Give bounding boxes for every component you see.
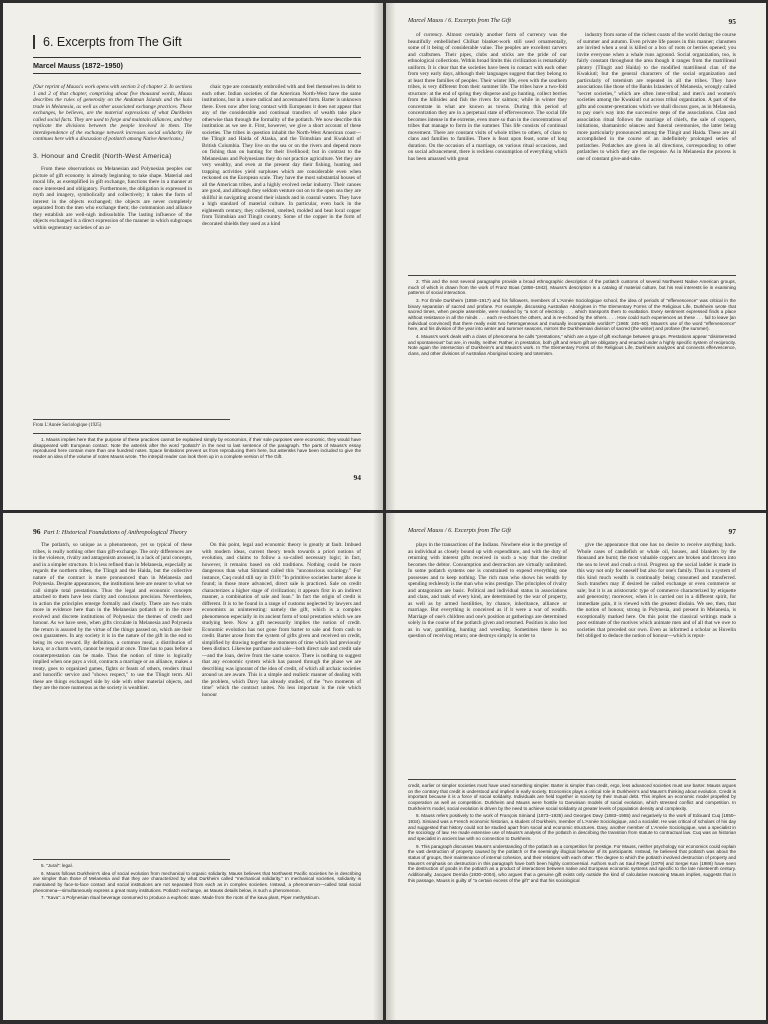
body-text: give the appearance that one has no desire to receive anything back. Whole cases of candlefish or whale oil, houses, and blankets by the thousand are burnt; the most valuable coppers are broken and thrown into the sea to level and crush a rival. Progress up the social ladder is made in this way not only for oneself but also for one's family. Thus in a system of this kind much wealth is continually being consumed and transferred. Such transfers may if desired be called exchange or even commerce or sale; but it is an aristocratic type of commerce characterized by etiquette and generosity; moreover, when it is carried out in a different spirit, for immediate gain, it is viewed with the greatest disdain. We see, then, that the notion of honour, strong in Polynesia, and present in Melanesia, is exceptionally marked here. On this point the classical writings made a poor estimate of the motives which animate men and of all that we owe to societies that preceded our own. Even as informed a scholar as Huvelin felt obliged to deduce the notion of honour—which is reput-: [577, 542, 736, 639]
footnote: 9. This paragraph discusses Mauss's understanding of the potlatch as a competition for prestige. For Mauss, neither psychology nor economics could explain the vast destruction of property caused by the potlatch or the seemingly illogical behavior of its participants. Instead, he believed that potlatch was about the status of groups, their maintenance of internal cohesion, and their relations with each other. The degree to which the potlatch involved destruction of property and Mauss's emphasis on destruction in this paragraph have both been highly controversial. Authors such as Saul Riegel (1979) and Sergei Kan (1986) have seen the destruction of goods in the potlatch as a product of interactions between native and European economic systems and specific to the late nineteenth century. Additionally, Jacques Derrida (1930–2004), who argues that a genuine gift exists only outside the kind of calculative reasoning Mauss implies, suggests that in this passage, Mauss is guilty of "a certain excess of the gift" and that his sociological: [408, 843, 736, 883]
footnote: 8. Mauss refers positively to the work of François Simiand (1873–1935) and Georges Davy (1883–1955) and negatively to the work of Edouard Cuq (1850–1934). Simiand was a French economic historian, a student of Durkheim, member of L'Année Sociologique, and a socialist. He was critical of scholars of his day and suggested that history could not be studied apart from social and economic structures. Davy, another member of L'Année Sociologique, was a specialist in the sociology of law. He made extensive use of Mauss's analysis of the potlatch in describing the transition from statute to contractual law. Cuq was an historian and specialist in ancient law with no connection to Durkheim.: [408, 813, 736, 842]
column-left: [33, 84, 192, 414]
body-text: On this point, legal and economic theory is greatly at fault. Imbued with modern ideas, current theory tends towards a priori notions of evolution, and claims to follow a so-called necessary logic; in fact, however, it remains based on old traditions. Nothing could be more dangerous than what Simiand called this "unconscious sociology." For instance, Cuq could still say in 1910: "In primitive societies barter alone is found; in those more advanced, direct sale is practiced. Sale on credit characterizes a higher stage of civilization; it appears first in an indirect manner, a combination of sale and loan." In fact the origin of credit is different. It is to be found in a range of customs neglected by lawyers and economists as uninteresting: namely the gift, which is a complex phenomenon especially in its ancient form of total prestation which we are studying here. Now a gift necessarily implies the notion of credit. Economic evolution has not gone from barter to sale and from cash to credit. Barter arose from the system of gifts given and received on credit, simplified by drawing together the moments of time which had previously been distinct. Likewise purchase and sale—both direct sale and credit sale—and the loan, derive from the same source. There is nothing to suggest that any economic system which has passed through the phase we are describing was ignorant of the idea of credit, of which all archaic societies around us are aware. This is a simple and realistic manner of dealing with the problem, which Davy has already studied, of the "two moments of time" which the contract unites. No less important is the role which honour: [202, 542, 361, 698]
body-text: The potlatch, so unique as a phenomenon, yet so typical of these tribes, is really nothing other than gift-exchange. The only differences are in the violence, rivalry and antagonism aroused, in a lack of jural concepts, and in a simpler structure. It is less refined than in Melanesia, especially as regards the northern tribes, the Tlingit and the Haida, but the collective nature of the contract is more pronounced than in Melanesia and Polynesia. Despite appearances, the institutions here are nearer to what we call simple total prestations. Thus the legal and economic concepts attached to them have less clarity and conscious precision. Nevertheless, in action the principles emerge formally and clearly. There are two traits more in evidence here than in the Melanesian potlatch or in the more evolved and discrete institutions of Polynesia: the themes of credit and honour. As we have seen, when gifts circulate in Melanesia and Polynesia the return is assured by the virtue of the things passed on, which are their own guarantees. In any society it is in the nature of the gift in the end to being its own reward. By definition, a common meal, a distribution of kava, or a charm worn, cannot be repaid at once. Time has to pass before a counterprestation can be made. Thus the notion of time is logically implied when one pays a visit, contracts a marriage or an alliance, makes a treaty, goes to organized games, fights or feasts of others, renders ritual and honorific service and "shows respect," to use the Tlingit term. All these are things exchanged side by side with other material objects, and they are the more numerous as the society is wealthier.: [33, 542, 192, 691]
divider: [408, 779, 736, 780]
page-94: [3, 3, 383, 510]
divider: [33, 419, 230, 420]
section-heading: 3. Honour and Credit (North-West America): [33, 152, 172, 160]
footnotes: [408, 783, 736, 884]
footnote: 1. Mauss implies here that the purpose of these practices cannot be explained simply by economics, if their sole purposes were economic, they would have disappeared with European contact. Note the asterisk after the word "potlatch" in the next to last sentence of the paragraph. The parts of Mauss's essay reproduced here contain more than one hundred notes. Space limitations prevent us from reproducing them here, but asterisks have been included to give the reader an idea of the volume of notes Mauss wrote. The intrepid reader can look them up in a complete version of The Gift.: [33, 437, 361, 460]
body-text: industry from some of the richest coasts of the world during the course of summer and autumn. Even private life passes in this manner; clansmen are invited when a seal is killed or a box of roots or berries opened; you invite everyone when a whale runs aground. Social organization, too, is fairly constant throughout the area though it ranges from the matrilineal phratry (Tlingit and Haida) to the modified matrilineal clan of the Kwakiutl; but the general characters of the social organization and particularly of totemism are repeated in all the tribes. They have associations like those of the Banks Islanders of Melanesia, wrongly called "secret societies," which are often inter-tribal; and men's and women's societies among the Kwakiutl cut across tribal organization. A part of the gifts and counter-prestations which we shall discuss goes, as in Melanesia, to pay one's way into the successive steps of the associations. Clan and association ritual follows the marriage of chiefs, the sale of coppers, initiations, shamanistic séances and funeral ceremonies, the latter being more particularly pronounced among the Tlingit and Haida. These are all accomplished in the course of an indefinitely prolonged series of potlatches. Potlatches are given in all directions, corresponding to other potlatches to which they are the response. As in Melanesia the process is one of constant give-and-take.: [577, 32, 736, 162]
page-97: [386, 513, 766, 1020]
column-right: [577, 32, 736, 270]
footnote: 4. Mauss's work deals with a class of phenomena he calls "prestations," which are a type of gift exchange between groups. Prestations appear "disinterested and spontaneous" but are, in reality, neither. Rather, in prestation, both gift and return gift are obligatory and enacted under a highly specific system of reciprocity. Note again the intersection of Durkheim's and Mauss's work. In The Elementary Forms of the Religious Life, Durkheim analyzes and connects effervescence, clans, and other divisions of Australian Aboriginal society and totemism.: [408, 333, 736, 357]
footnote: 3. For Émile Durkheim (1858–1917) and his followers, members of L'Année Sociologique school, the idea of periods of "effervescence" was critical in the binary separation of sacred and profane. For example, discussing Australian Aborigines in The Elementary Forms of the Religious Life, Durkheim wrote that sacred times, when people assemble, were marked by "a sort of electricity . . . which transports them to exaltation. Every sentiment expressed finds a place without resistance in all the minds . . . each re-echoes the others, and is re-echoed by the others. . . . How could such experiences as these . . . fail to leave [an individual convinced] that there really exist two heterogeneous and mutually incomparable worlds?" (1965: 245–50). Mauss's use of the word "effervescence" here, and his division of the year into winter and summer seasons, mirrors the Durkheimian division of sacred (the winter) and profane (the summer).: [408, 297, 736, 332]
column-left: [408, 32, 567, 270]
running-head-title: Part I: Historical Foundations of Anthropological Theory: [43, 529, 187, 536]
page-gutter-shadow: [373, 3, 383, 510]
column-right: [202, 542, 361, 854]
footnote: 6. Mauss follows Durkheim's idea of social evolution from mechanical to organic solidarity. Mauss believes that Northwest Pacific societies he is describing are simpler than those of Melanesia and that they are characterized by what Durkheim called "mechanical solidarity." In mechanical societies, solidarity is maintained by face-to-face contact and social institutions are not separated from each as in complex societies. Instead, a phenomenon—called total social phenomena—simultaneously express a great many institutions. Potlatch exchange, as Mauss details below, is such a phenomenon.: [33, 870, 361, 893]
page-gutter-shadow: [373, 513, 383, 1020]
page-number: 95: [728, 17, 736, 26]
editor-intro: [Our reprint of Mauss's work opens with section 3 of chapter 2. In sections 1 and 2 of that chapter, comprising about five thousand words, Mauss describes the rules of generosity on the Andaman Islands and the kula trade in Melanesia, as well as other associated exchange practices. These exchanges, he believes, are the material expressions of what Durkheim called social facts. They are used to forge and maintain alliances, and they replicate the divisions between the people involved in them. The interdependence of the exchange network increases social solidarity. He continues here with a discussion of potlatch among Native Americans.]: [33, 84, 192, 142]
author-name: Marcel Mauss (1872–1950): [33, 57, 361, 74]
divider: [33, 859, 230, 860]
footnote: credit, earlier or simpler societies must have used something simpler. Barter is simpler than credit, ergo, less advanced societies must use barter. Mauss argues on the contrary that credit is understood and implied in early society. Economics plays a critical role in Durkheim's and Mauss's thinking about evolution. Credit is important because it is a force of social solidarity. Individuals are held together in society by their mutual debt. This implies an economic model propelled by cooperation as well as competition. Durkheim and Mauss were hostile to Darwinian models of social evolution, which stressed conflict and competition. In Durkheim's model, social evolution is driven by the need to achieve social solidarity at greater levels of population density and complexity.: [408, 783, 736, 811]
page-number: 97: [728, 527, 736, 536]
divider: [408, 275, 736, 276]
footnote: 2. This and the next several paragraphs provide a broad ethnographic description of the potlatch customs of several Northwest Native American groups, much of which is drawn from the work of Franz Boas (1858–1942). Mauss's description is a catalog of material culture, but his real interests lie in examining patterns of social interaction.: [408, 279, 736, 296]
running-head-title: Marcel Mauss / 6. Excerpts from The Gift: [408, 527, 511, 534]
divider: [33, 433, 361, 434]
page-96: [3, 513, 383, 1020]
body-text: of currency. Almost certainly another form of currency was the beautifully embellished Chilkat blanket-work still used ornamentally, some of it being of considerable value. The peoples are excellent carvers and craftsmen. Their pipes, clubs and sticks are the pride of our ethnological collections. Within broad limits this civilization is remarkably uniform. It is clear that the societies have been in contact with each other from very early days, although their languages suggest that they belong to at least three families of peoples. Their winter life, even with the southern tribes, is very different from their summer life. The tribes have a two-fold structure: at the end of spring they disperse and go hunting, collect berries from the hillsides and fish the rivers for salmon; while in winter they concentrate in what are known as towns. During this period of concentration they are in a perpetual state of effervescence. The social life becomes intense in the extreme, even more so than in the concentrations of tribes that manage to form in the summer. This life consists of continual movement. There are constant visits of whole tribes to others, of clans to clans and families to families. There is feast upon feast, some of long duration. On the occasion of a marriage, on various ritual occasions, and on social advancement, there is reckless consumption of everything which has been amassed with great: [408, 32, 567, 162]
page-number: 94: [353, 473, 361, 482]
column-right: [577, 542, 736, 774]
page-gutter-shadow: [386, 513, 396, 1020]
footnotes: [33, 437, 361, 460]
footnote: 5. "Jural": legal.: [41, 863, 73, 868]
chapter-title: 6. Excerpts from The Gift: [33, 35, 361, 49]
running-head: [408, 527, 736, 536]
running-head-title: Marcel Mauss / 6. Excerpts from The Gift: [408, 17, 511, 24]
footnotes: [408, 279, 736, 357]
footnote: 7. "Kava": a Polynesian ritual beverage consumed to produce a euphoric state. Made from the roots of the kava plant, Piper methysticum.: [41, 895, 321, 901]
body-text: plays in the transactions of the Indians. Nowhere else is the prestige of an individual as closely bound up with expenditure, and with the duty of returning with interest gifts received in such a way that the creditor becomes the debtor. Consumption and destruction are virtually unlimited. In some potlatch systems one is constrained to expend everything one possesses and to keep nothing. The rich man who shows his wealth by spending recklessly is the man who wins prestige. The principles of rivalry and antagonism are basic. Political and individual status in associations and clans, and rank of every kind, are determined by the war of property, as well as by armed hostilities, by chance, inheritance, alliance or marriage. But everything is conceived as if it were a war of wealth. Marriage of one's children and one's position at gatherings are determined solely in the course of the potlatch given and returned. Position is also lost as in war, gambling, hunting and wrestling. Sometimes there is no question of receiving return; one destroys simply in order to: [408, 542, 567, 639]
page-number: 96: [33, 527, 41, 536]
body-text: From these observations on Melanesian and Polynesian peoples our picture of gift economy is already beginning to take shape. Material and moral life, as exemplified in gift exchange, functions there in a manner at once interested and obligatory. Furthermore, the obligation is expressed in myth and imagery, symbolically and collectively; it takes the form of interest in the objects exchanged; the objects are never completely separated from the men who exchange them; the communion and alliance they establish are well-nigh indissoluble. The lasting influence of the objects exchanged is a direct expression of the manner in which subgroups within segmentary societies of an ar-: [33, 166, 192, 231]
running-head: [33, 527, 361, 536]
footnotes: [33, 863, 361, 901]
column-left: [33, 542, 192, 854]
page-gutter-shadow: [386, 3, 396, 510]
column-right: [202, 84, 361, 414]
column-left: [408, 542, 567, 774]
source-note: From L'Année Sociologique (1925): [33, 423, 102, 428]
page-95: [386, 3, 766, 510]
running-head: [408, 17, 736, 26]
body-text: chaic type are constantly embroiled with and feel themselves in debt to each other. Indian societies of the American North-West have the same institutions, but in a more radical and accentuated form. Barter is unknown there. Even now after long contact with Europeans it does not appear that any of the considerable and continual transfers of wealth take place otherwise than through the formality of the potlatch. We now describe this institution as we see it. First, however, we give a short account of these societies. The tribes in question inhabit the North-West American coast—the Tlingit and Haida of Alaska, and the Tsimshian and Kwakiutl of British Columbia. They live on the sea or on the rivers and depend more on fishing than on hunting for their livelihood; but in contrast to the Melanesians and Polynesians they do not practice agriculture. Yet they are very wealthy, and even at the present day their fishing, hunting and trapping activities yield surpluses which are considerable even when reckoned on the European scale. They have the most substantial houses of all the American tribes, and a highly evolved cedar industry. Their canoes are good, and although they seldom venture out on to the open sea they are skillful in navigating around their islands and in coastal waters. They have a high standard of material culture. In particular, even back in the eighteenth century, they collected, smelted, molded and beat local copper from Tsimshian and Tlingit country. Some of the copper in the form of decorated shields they used as a kind: [202, 84, 361, 227]
